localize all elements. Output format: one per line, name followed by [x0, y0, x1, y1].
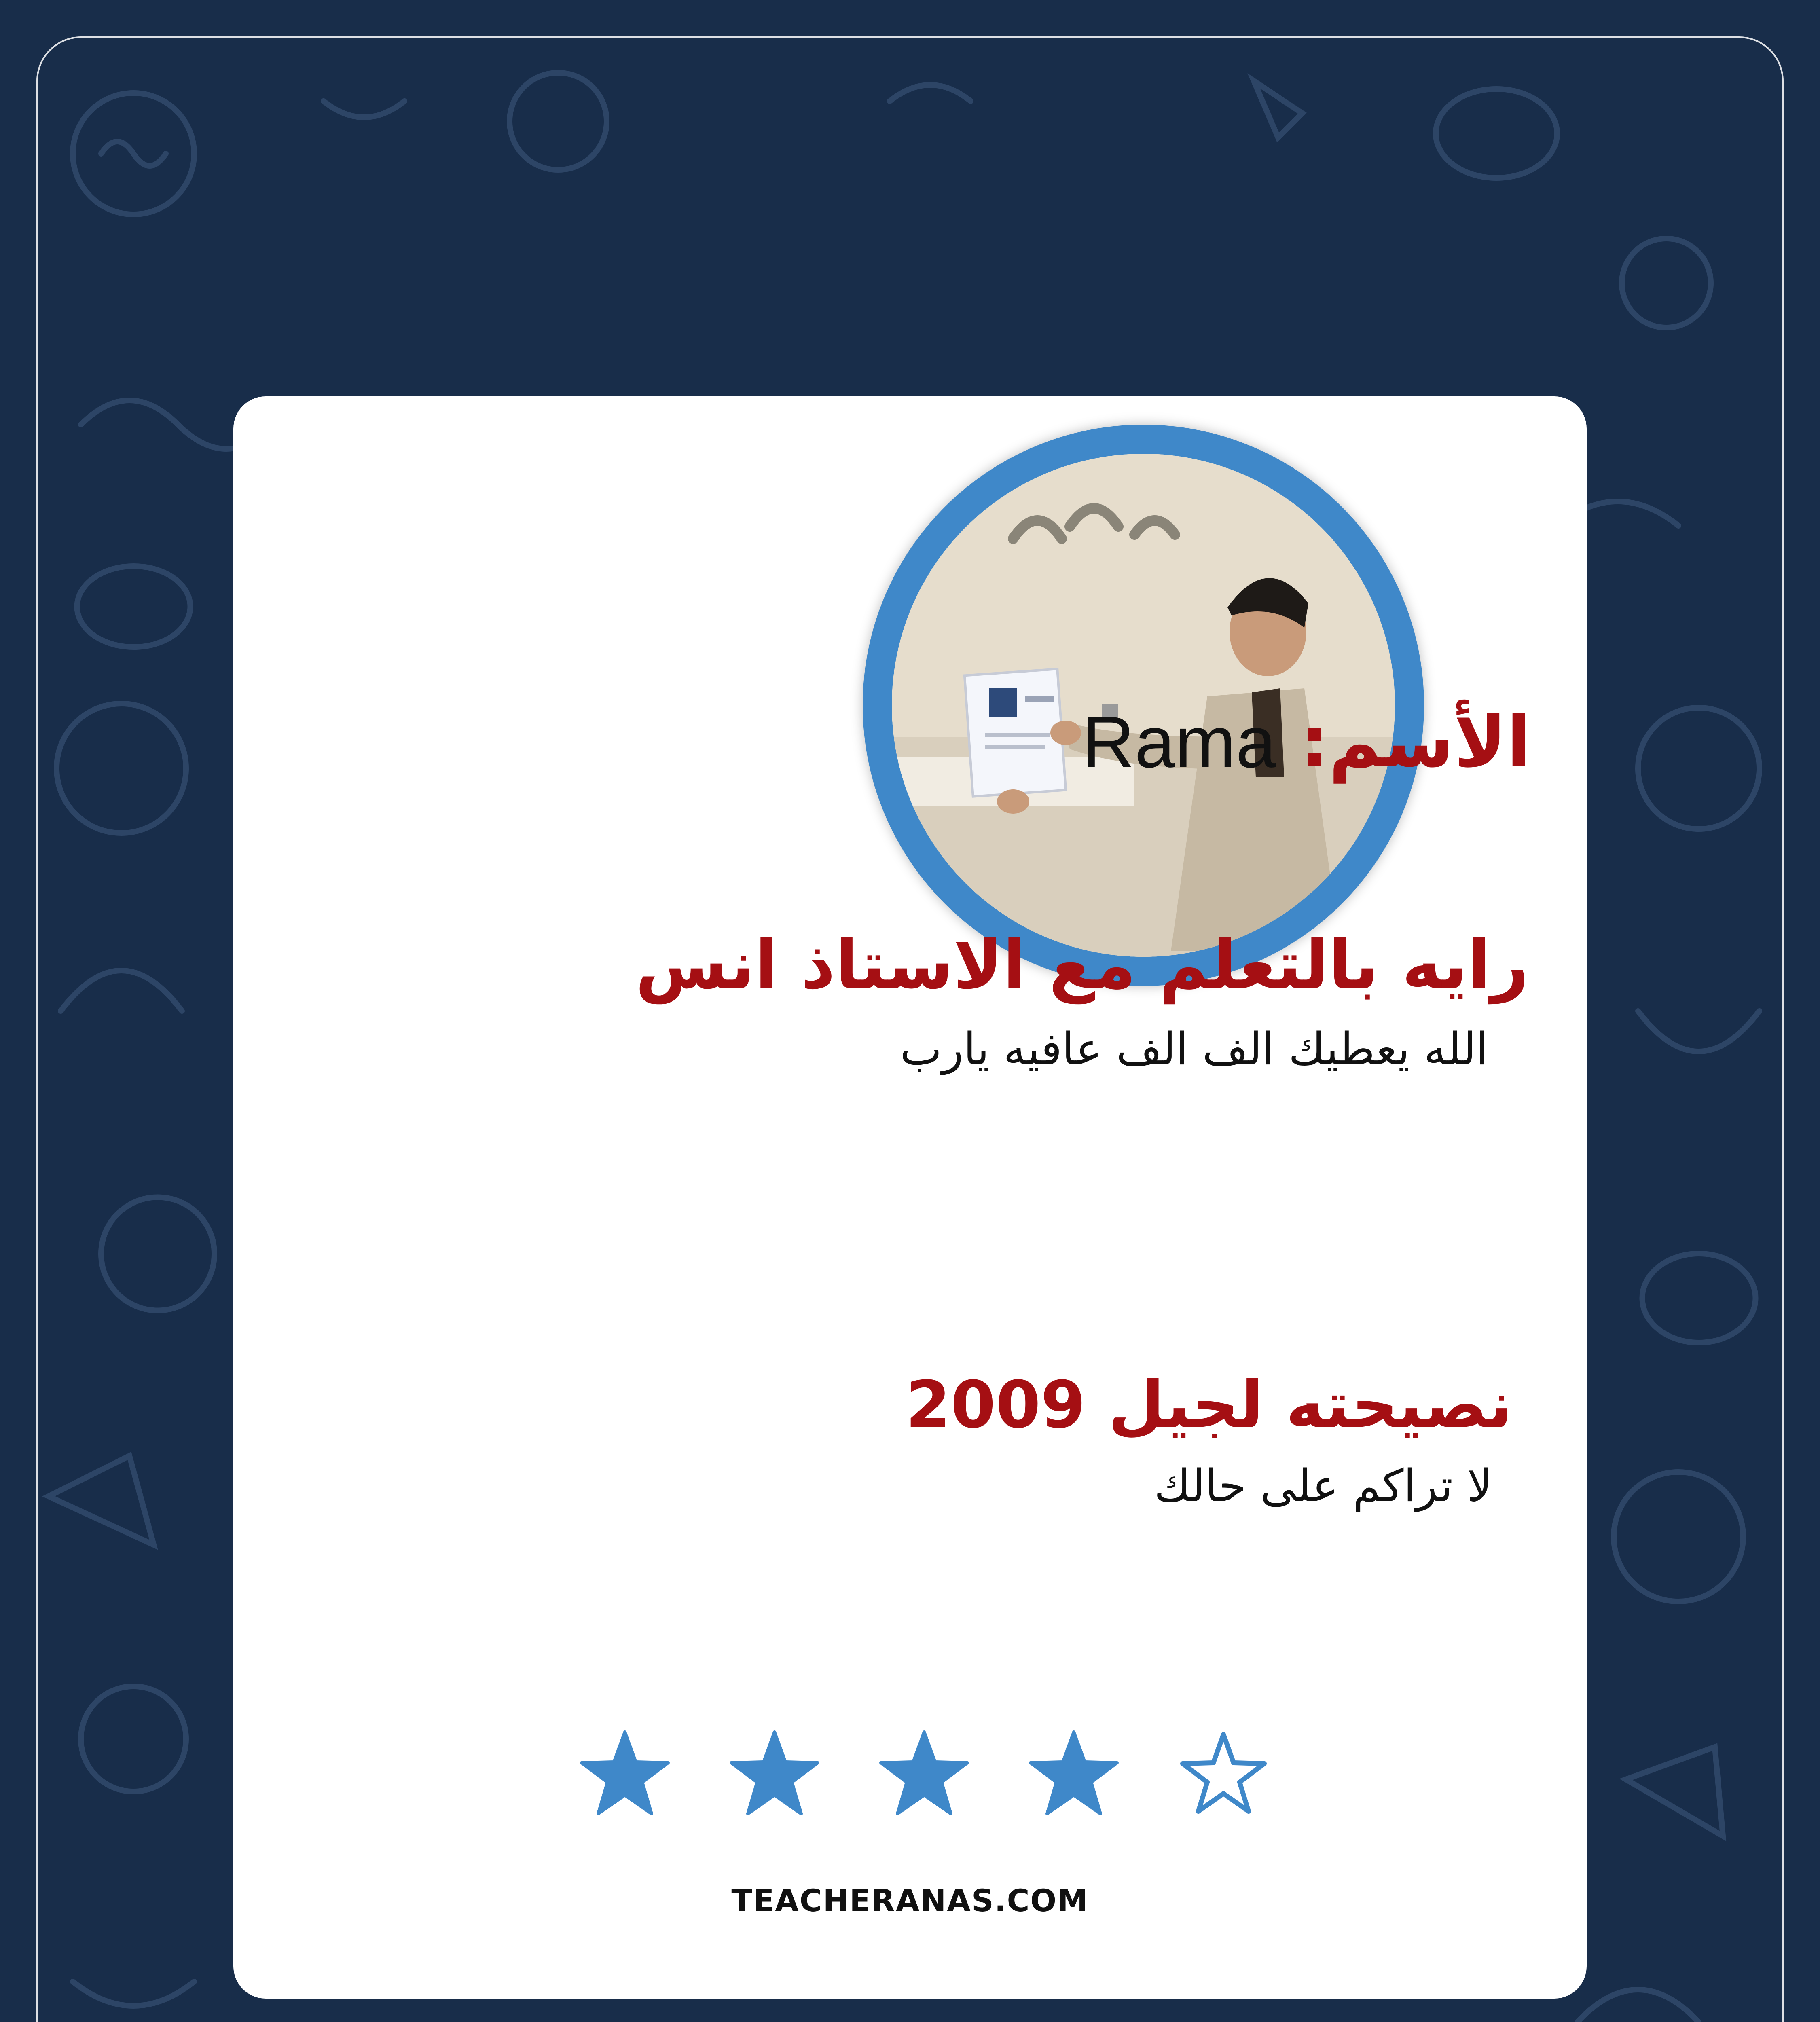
advice-text: لا تراكم على حالك	[1154, 1460, 1492, 1512]
website-label: TEACHERANAS.COM	[731, 1882, 1089, 1918]
star-icon	[1027, 1729, 1120, 1822]
name-row	[1082, 696, 1531, 789]
star-rating	[578, 1729, 1270, 1822]
opinion-text: الله يعطيك الف الف عافيه يارب	[900, 1023, 1488, 1075]
star-outline-icon	[1177, 1729, 1270, 1822]
star-icon	[728, 1729, 821, 1822]
opinion-heading: رايه بالتعلم مع الاستاذ انس	[635, 926, 1529, 1004]
student-name: Rama	[1082, 701, 1276, 783]
name-label: الأسم:	[1300, 701, 1531, 783]
star-icon	[578, 1729, 671, 1822]
advice-heading: نصيحته لجيل 2009	[906, 1367, 1513, 1442]
star-icon	[878, 1729, 971, 1822]
